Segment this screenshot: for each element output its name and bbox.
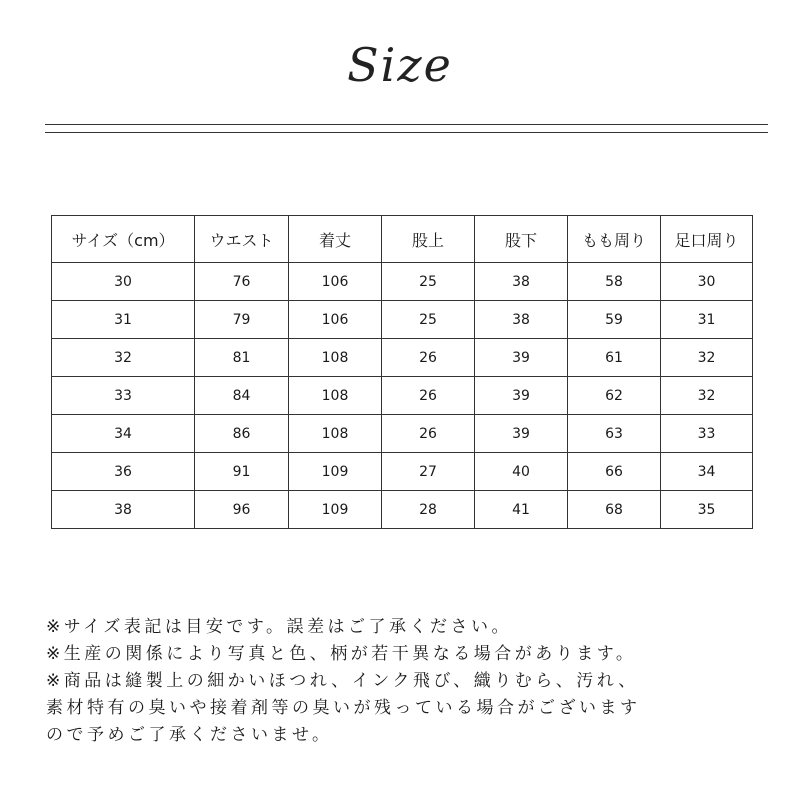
header-waist: ウエスト	[195, 216, 289, 263]
header-inseam: 股下	[475, 216, 568, 263]
table-cell: 76	[195, 263, 289, 301]
table-cell: 30	[661, 263, 753, 301]
table-row	[52, 263, 753, 301]
table-cell: 38	[52, 491, 195, 529]
table-cell: 27	[382, 453, 475, 491]
table-cell: 109	[289, 453, 382, 491]
table-cell: 96	[195, 491, 289, 529]
note-line: ※商品は縫製上の細かいほつれ、インク飛び、織りむら、汚れ、	[46, 671, 639, 691]
table-cell: 86	[195, 415, 289, 453]
table-cell: 39	[475, 339, 568, 377]
table-cell: 79	[195, 301, 289, 339]
table-cell: 62	[568, 377, 661, 415]
table-cell: 39	[475, 377, 568, 415]
header-thigh: もも周り	[568, 216, 661, 263]
table-cell: 38	[475, 301, 568, 339]
table-cell: 66	[568, 453, 661, 491]
table-cell: 25	[382, 263, 475, 301]
table-cell: 108	[289, 415, 382, 453]
table-cell: 38	[475, 263, 568, 301]
table-cell: 34	[661, 453, 753, 491]
table-cell: 58	[568, 263, 661, 301]
table-cell: 109	[289, 491, 382, 529]
table-cell: 26	[382, 339, 475, 377]
table-cell: 32	[52, 339, 195, 377]
table-row	[52, 415, 753, 453]
table-cell: 26	[382, 415, 475, 453]
title-divider-top	[45, 124, 768, 125]
table-cell: 28	[382, 491, 475, 529]
table-cell: 31	[661, 301, 753, 339]
table-cell: 35	[661, 491, 753, 529]
header-length: 着丈	[289, 216, 382, 263]
table-row	[52, 377, 753, 415]
header-size: サイズ（cm）	[52, 216, 195, 263]
note-line: ※サイズ表記は目安です。誤差はご了承ください。	[46, 617, 513, 637]
notes-block	[46, 614, 776, 749]
table-cell: 31	[52, 301, 195, 339]
table-cell: 61	[568, 339, 661, 377]
table-row	[52, 301, 753, 339]
table-cell: 33	[52, 377, 195, 415]
table-cell: 68	[568, 491, 661, 529]
table-cell: 108	[289, 339, 382, 377]
table-cell: 106	[289, 301, 382, 339]
size-table	[51, 215, 753, 529]
table-cell: 108	[289, 377, 382, 415]
table-cell: 36	[52, 453, 195, 491]
table-cell: 25	[382, 301, 475, 339]
table-cell: 91	[195, 453, 289, 491]
table-row	[52, 339, 753, 377]
note-line: 素材特有の臭いや接着剤等の臭いが残っている場合がございます	[46, 698, 641, 718]
page-title: Size	[347, 38, 453, 92]
note-line: ※生産の関係により写真と色、柄が若干異なる場合があります。	[46, 644, 637, 664]
table-row	[52, 453, 753, 491]
table-header-row	[52, 216, 753, 263]
title-divider-bottom	[45, 132, 768, 133]
table-cell: 106	[289, 263, 382, 301]
table-cell: 32	[661, 339, 753, 377]
table-cell: 81	[195, 339, 289, 377]
table-cell: 41	[475, 491, 568, 529]
table-cell: 26	[382, 377, 475, 415]
table-cell: 34	[52, 415, 195, 453]
table-row	[52, 491, 753, 529]
note-line: ので予めご了承くださいませ。	[46, 725, 333, 745]
table-cell: 32	[661, 377, 753, 415]
header-rise: 股上	[382, 216, 475, 263]
table-cell: 40	[475, 453, 568, 491]
table-cell: 63	[568, 415, 661, 453]
table-cell: 33	[661, 415, 753, 453]
table-cell: 59	[568, 301, 661, 339]
table-cell: 39	[475, 415, 568, 453]
header-hem: 足口周り	[661, 216, 753, 263]
table-cell: 30	[52, 263, 195, 301]
table-cell: 84	[195, 377, 289, 415]
